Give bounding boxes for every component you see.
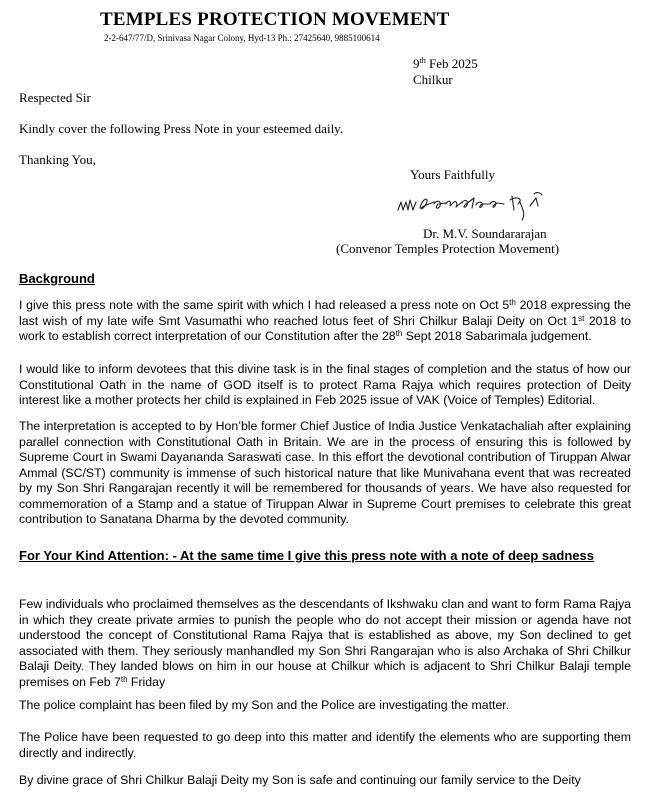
- background-paragraph-1: [19, 298, 631, 345]
- request-line: Kindly cover the following Press Note in your esteemed daily.: [19, 121, 344, 136]
- text-segment: Few individuals who proclaimed themselves as the descendants of Ikshwaku clan and want to form Rama Rajya in which they create private armies to punish the people who do not accept their mission or agenda have not understood the concept of Constitutional Rama Rajya that is established as above, my Son declined to get associated with them. They seriously manhandled my Son Shri Rangarajan who is also Archaka of Shri Chilkur Balaji Deity. They landed blows on him in our house at Chilkur which is adjacent to Shri Chilkur Balaji temple premises on Feb 7: [19, 597, 631, 689]
- org-address: 2-2-647/77/D, Srinivasa Nagar Colony, Hyd-13 Ph.: 27425640, 9885100614: [104, 33, 380, 43]
- text-segment: Friday: [127, 674, 166, 689]
- superscript: th: [120, 674, 128, 684]
- attention-paragraph-4: By divine grace of Shri Chilkur Balaji Deity my Son is safe and continuing our family service to the Deity: [19, 773, 581, 787]
- text-segment: Sept 2018 Sabarimala judgement.: [402, 329, 592, 343]
- closing-line: Yours Faithfully: [410, 167, 496, 182]
- signer-name: Dr. M.V. Soundararajan: [423, 226, 547, 241]
- superscript: th: [509, 298, 516, 307]
- letter-place: Chilkur: [413, 72, 453, 87]
- background-paragraph-2: I would like to inform devotees that this divine task is in the final stages of completion and the status of how our Constitutional Oath in the name of GOD itself is to protect Rama Rajya which requires protection of Deity interest like a mother protects her child is explained in Feb 2025 issue of VAK (Voice of Temples) Editorial.: [19, 362, 631, 407]
- attention-paragraph-1: [19, 597, 631, 690]
- superscript: th: [395, 329, 403, 338]
- attention-paragraph-3: The Police have been requested to go deep into this matter and identify the elements who are supporting them directly and indirectly.: [19, 730, 631, 760]
- signer-title: (Convenor Temples Protection Movement): [336, 241, 560, 256]
- attention-heading: For Your Kind Attention: - At the same time I give this press note with a note of deep sadness: [19, 548, 594, 563]
- org-title: TEMPLES PROTECTION MOVEMENT: [100, 9, 450, 30]
- background-heading: Background: [19, 271, 95, 286]
- date-rest: Feb 2025: [425, 56, 478, 71]
- text-segment: I give this press note with the same spirit with which I had released a press note on Oct 5: [19, 298, 510, 312]
- date-day: 9: [413, 56, 420, 71]
- letter-date: [413, 56, 478, 72]
- background-paragraph-3: The interpretation is accepted to by Hon’ble former Chief Justice of India Justice Venkatachaliah after explaining parallel connection with Constitutional Oath in Britain. We are in the process of ensuring this is followed by Supreme Court in Swami Dayananda Saraswati case. In this effort the devotional contribution of Tiruppan Alwar Ammal (SC/ST) community is immense of such historical nature that like Munivahana event that was recreated by my Son Shri Rangarajan recently it will be remembered for thousands of years. We have also requested for commemoration of a Stamp and a statue of Tiruppan Alwar in Supreme Court premises to celebrate this great contribution to Sanatana Dharma by the devoted community.: [19, 419, 631, 526]
- text-segment: 2018 to work to establish correct interpretation of our Constitution after the 28: [19, 313, 631, 343]
- salutation: Respected Sir: [19, 90, 91, 105]
- handwritten-signature: [394, 188, 570, 224]
- thanks-line: Thanking You,: [19, 152, 96, 167]
- text-segment: 2018 expressing the last wish of my late wife Smt Vasumathi who reached lotus feet of Shri Chilkur Balaji Deity on Oct 1: [19, 298, 631, 328]
- date-suffix: th: [419, 56, 426, 65]
- attention-paragraph-2: The police complaint has been filed by my Son and the Police are investigating the matter.: [19, 698, 510, 712]
- superscript: st: [578, 313, 585, 323]
